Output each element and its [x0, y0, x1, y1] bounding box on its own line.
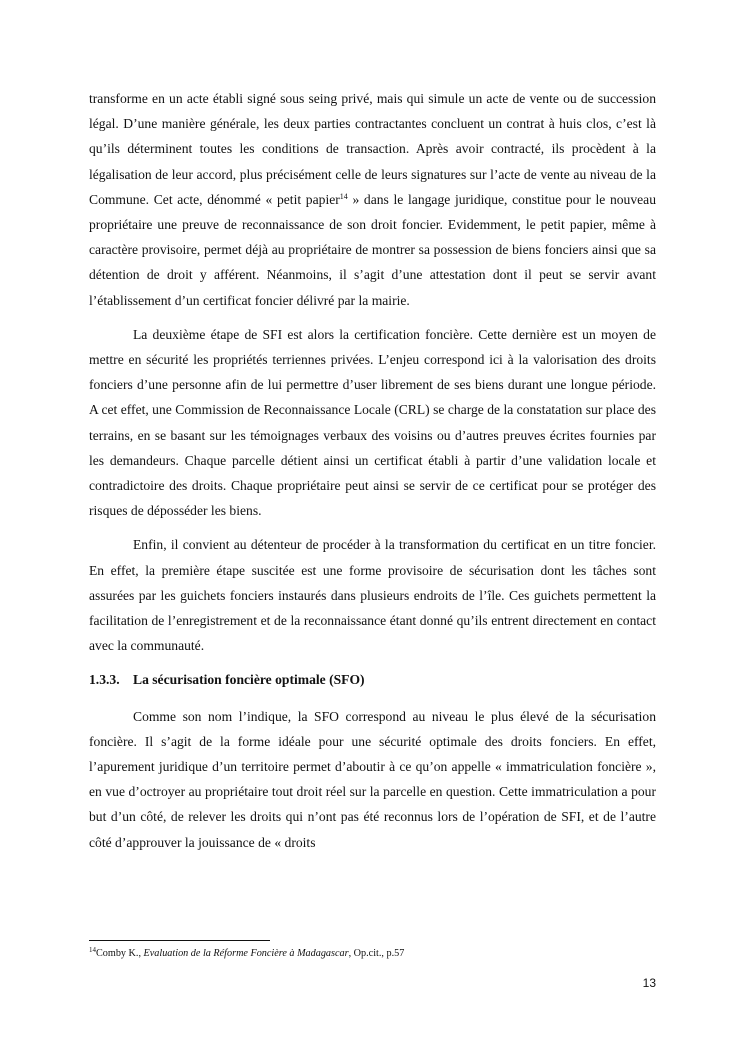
- footnote-reference-14[interactable]: 14: [339, 191, 348, 201]
- paragraph-1-text-after-note: » dans le langage juridique, constitue pour le nouveau propriétaire une preuve de reconnaissance de son droit foncier. Evidemment, le petit papier, même à caractère provisoire, permet déjà au propriétaire de montrer sa possession de biens fonciers ainsi que sa détention de droit y afférent. Néanmoins, il s’agit d’une attestation dont il peut se servir avant l’établissement d’un certificat foncier délivré par la mairie.: [89, 191, 656, 308]
- paragraph-3: Enfin, il convient au détenteur de procéder à la transformation du certificat en un titre foncier. En effet, la première étape suscitée est une forme provisoire de sécurisation dont les tâches sont assurées par les guichets fonciers instaurés dans plusieurs endroits de l’île. Ces guichets permettent la facilitation de l’enregistrement et de la reconnaissance étant donné qu’ils entrent directement en contact avec la communauté.: [89, 537, 656, 654]
- section-number: 1.3.3.: [89, 672, 120, 688]
- paragraph-1: [89, 86, 656, 313]
- section-title: La sécurisation foncière optimale (SFO): [133, 672, 365, 688]
- footnote-14: [89, 947, 656, 961]
- footnote-separator: [89, 940, 270, 941]
- page-number: 13: [642, 976, 656, 990]
- footnote-citation: , Op.cit., p.57: [348, 948, 405, 959]
- section-heading: [89, 667, 656, 692]
- footnote-title: Evaluation de la Réforme Foncière à Madagascar: [143, 948, 349, 959]
- paragraph-4: Comme son nom l’indique, la SFO correspond au niveau le plus élevé de la sécurisation foncière. Il s’agit de la forme idéale pour une sécurité optimale des droits fonciers. En effet, l’apurement juridique d’un territoire permet d’aboutir à ce qu’on appelle « immatriculation foncière », en vue d’octroyer au propriétaire tout droit réel sur la parcelle en question. Cette immatriculation a pour but d’un côté, de relever les droits qui n’ont pas été reconnus lors de l’opération de SFI, et de l’autre côté d’approuver la jouissance de « droits: [89, 708, 656, 850]
- paragraph-1-text-before-note: transforme en un acte établi signé sous seing privé, mais qui simule un acte de vente ou de succession légal. D’une manière générale, les deux parties contractantes concluent un contrat à huis clos, c’est là qu’ils déterminent toutes les conditions de transaction. Après avoir contracté, ils procèdent à la légalisation de leur accord, plus précisément celle de leurs signatures sur l’acte de vente au niveau de la Commune. Cet acte, dénommé « petit papier: [89, 91, 656, 207]
- paragraph-2: La deuxième étape de SFI est alors la certification foncière. Cette dernière est un moyen de mettre en sécurité les propriétés terriennes privées. L’enjeu correspond ici à la valorisation des droits fonciers d’une personne afin de lui permettre d’user librement de ses biens durant une longue période. A cet effet, une Commission de Reconnaissance Locale (CRL) se charge de la constatation sur place des terrains, en se basant sur les témoignages verbaux des voisins ou d’autres preuves écrites fournies par les demandeurs. Chaque parcelle détient ainsi un certificat établi à partir d’une validation locale et contradictoire des droits. Chaque propriétaire peut ainsi se servir de ce certificat pour se protéger des risques de déposséder les biens.: [89, 326, 656, 519]
- footnote-author: Comby K.,: [96, 948, 144, 959]
- body-text: [89, 86, 656, 864]
- footnote-number: 14: [89, 946, 96, 954]
